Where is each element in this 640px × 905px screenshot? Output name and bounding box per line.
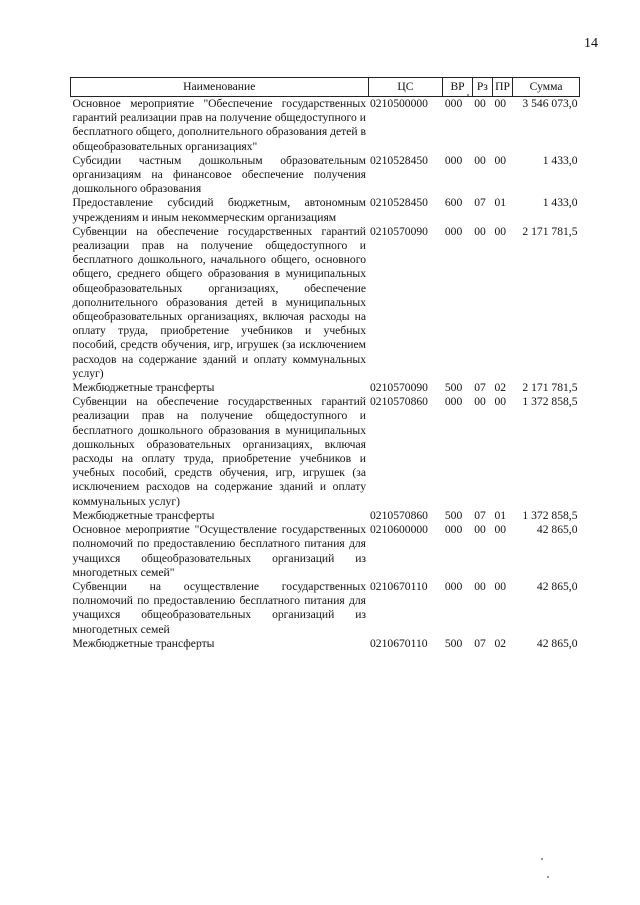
row-rz: 07 xyxy=(474,381,486,395)
row-sum: 42 865,0 xyxy=(536,636,578,650)
row-rz: 07 xyxy=(474,508,486,522)
row-cs: 0210570860 xyxy=(370,395,428,409)
row-pr: 00 xyxy=(494,97,507,110)
row-pr: 02 xyxy=(494,381,507,395)
row-vr: 500 xyxy=(444,508,463,522)
table-row xyxy=(71,225,580,381)
scan-speck xyxy=(547,876,549,878)
row-cs: 0210528450 xyxy=(370,153,428,167)
header-sum: Сумма xyxy=(513,78,580,97)
header-cs: ЦС xyxy=(368,78,443,97)
row-rz: 00 xyxy=(474,97,486,110)
scan-speck xyxy=(541,858,543,860)
table-row xyxy=(71,196,580,224)
row-rz: 00 xyxy=(474,523,486,537)
row-vr: 000 xyxy=(444,523,463,537)
row-name: Субвенции на осуществление государственных полномочий по предоставлению бесплатного питания для учащихся общеобразовательных организаций из многодетных семей xyxy=(72,579,366,636)
row-pr: 00 xyxy=(494,224,507,238)
row-vr: 500 xyxy=(444,381,463,395)
header-vr: ВР xyxy=(443,78,472,97)
row-rz: 00 xyxy=(474,224,486,238)
row-pr: 01 xyxy=(494,196,507,210)
row-cs: 0210670110 xyxy=(370,636,428,650)
row-sum: 1 372 858,5 xyxy=(522,395,578,409)
row-vr: 000 xyxy=(444,395,463,409)
row-pr: 00 xyxy=(494,523,507,537)
row-rz: 07 xyxy=(474,196,486,210)
row-vr: 000 xyxy=(444,579,463,593)
row-cs: 0210570090 xyxy=(370,224,428,238)
row-name: Основное мероприятие "Осуществление государственных полномочий по предоставлению бесплатного питания для учащихся общеобразовательных организаций из многодетных семей" xyxy=(72,523,366,579)
row-name: Предоставление субсидий бюджетным, автономным учреждениям и иным некоммерческим организациям xyxy=(72,196,366,224)
row-name: Межбюджетные трансферты xyxy=(72,636,215,650)
row-cs: 0210528450 xyxy=(370,196,428,210)
row-name: Межбюджетные трансферты xyxy=(72,381,215,395)
row-sum: 1 433,0 xyxy=(542,196,578,210)
row-vr: 000 xyxy=(444,224,463,238)
budget-table xyxy=(70,77,580,651)
row-name: Субсидии частным дошкольным образовательным организациям на финансовое обеспечение получения дошкольного образования xyxy=(72,153,366,196)
row-vr: 000 xyxy=(444,153,463,167)
header-name: Наименование xyxy=(71,78,369,97)
row-name: Основное мероприятие "Обеспечение государственных гарантий реализации прав на получение общедоступного и бесплатного общего, дополнительного образования детей в общеобразовательных организациях" xyxy=(72,97,366,153)
header-pr: ПР xyxy=(492,78,512,97)
row-pr: 01 xyxy=(494,508,507,522)
row-cs: 0210570860 xyxy=(370,508,428,522)
row-cs: 0210670110 xyxy=(370,579,428,593)
table-row xyxy=(71,509,580,523)
row-sum: 1 433,0 xyxy=(542,153,578,167)
row-sum: 2 171 781,5 xyxy=(522,224,578,238)
table-row xyxy=(71,395,580,509)
row-name: Межбюджетные трансферты xyxy=(72,508,215,522)
table-header xyxy=(71,78,580,97)
row-vr: 000 xyxy=(444,97,463,110)
row-rz: 00 xyxy=(474,579,486,593)
row-sum: 42 865,0 xyxy=(536,523,578,537)
table-row xyxy=(71,580,580,637)
row-name: Субвенции на обеспечение государственных гарантий реализации прав на получение общедоступного и бесплатного дошкольного, начального общего, основного общего, среднего общего образования в муниципальных общеобразовательных организациях, обеспечение дополнительного образования детей в муниципальных общеобразовательных организациях, включая расходы на оплату труда, приобретение учебников и учебных пособий, средств обучения, игр, игрушек (за исключением расходов на содержание зданий и оплату коммунальных услуг) xyxy=(72,224,366,380)
row-sum: 3 546 073,0 xyxy=(522,97,578,110)
table-row xyxy=(71,637,580,651)
row-pr: 02 xyxy=(494,636,507,650)
scan-speck xyxy=(467,94,469,96)
row-cs: 0210600000 xyxy=(370,523,428,537)
row-sum: 42 865,0 xyxy=(536,579,578,593)
row-sum: 1 372 858,5 xyxy=(522,508,578,522)
page-number: 14 xyxy=(584,36,598,51)
row-rz: 07 xyxy=(474,636,486,650)
row-rz: 00 xyxy=(474,153,486,167)
table-row xyxy=(71,381,580,395)
row-vr: 500 xyxy=(444,636,463,650)
row-cs: 0210570090 xyxy=(370,381,428,395)
row-rz: 00 xyxy=(474,395,486,409)
header-rz: Рз xyxy=(472,78,492,97)
table-body xyxy=(71,97,580,651)
row-cs: 0210500000 xyxy=(370,97,428,110)
table-row xyxy=(71,523,580,580)
row-vr: 600 xyxy=(444,196,463,210)
header-row xyxy=(71,78,580,97)
row-name: Субвенции на обеспечение государственных гарантий реализации прав на получение общедоступного и бесплатного дошкольного образования в муниципальных дошкольных образовательных организациях, включая расходы на оплату труда, приобретение учебников и учебных пособий, средств обучения, игр, игрушек (за исключением расходов на содержание зданий и оплату коммунальных услуг) xyxy=(72,395,366,508)
row-pr: 00 xyxy=(494,153,507,167)
row-sum: 2 171 781,5 xyxy=(522,381,578,395)
row-pr: 00 xyxy=(494,579,507,593)
table-row xyxy=(71,154,580,197)
table-row xyxy=(71,97,580,154)
row-pr: 00 xyxy=(494,395,507,409)
